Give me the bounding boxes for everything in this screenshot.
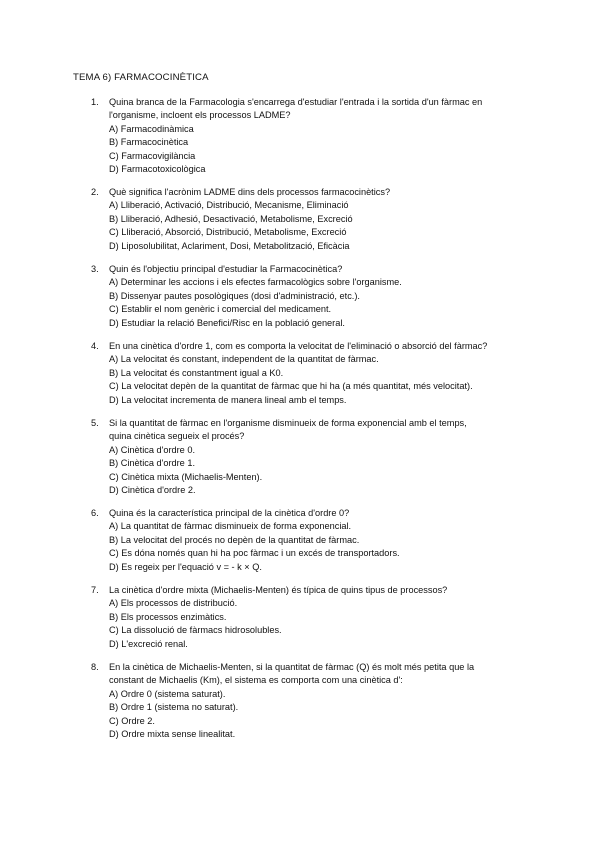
- option-a: A) Farmacodinàmica: [109, 123, 194, 134]
- option-c: C) Ordre 2.: [109, 715, 155, 726]
- option-d: D) La velocitat incrementa de manera lineal amb el temps.: [109, 394, 347, 405]
- question-text-line: La cinètica d'ordre mixta (Michaelis-Menten) és típica de quins tipus de processos?: [109, 585, 448, 595]
- question-text-line: En la cinètica de Michaelis-Menten, si la quantitat de fàrmac (Q) és molt més petita que la: [109, 662, 475, 672]
- option-a: A) Ordre 0 (sistema saturat).: [109, 688, 226, 699]
- option-c: C) La dissolució de fàrmacs hidrosolubles.: [109, 625, 282, 636]
- question-5: [91, 417, 531, 497]
- option-a: A) La velocitat és constant, independent de la quantitat de fàrmac.: [109, 354, 379, 365]
- option-b: B) Els processos enzimàtics.: [109, 611, 227, 622]
- option-a: A) Cinètica d'ordre 0.: [109, 444, 196, 455]
- option-a: A) La quantitat de fàrmac disminueix de forma exponencial.: [109, 521, 352, 532]
- question-6: [91, 507, 531, 574]
- question-text-line: Quina branca de la Farmacologia s'encarrega d'estudiar l'entrada i la sortida d'un fàrmac en: [109, 97, 483, 107]
- option-c: C) Es dóna només quan hi ha poc fàrmac i un excés de transportadors.: [109, 548, 400, 559]
- question-1: [91, 96, 531, 176]
- option-b: B) La velocitat és constantment igual a K0.: [109, 367, 284, 378]
- question-2: [91, 186, 531, 253]
- option-b: B) Dissenyar pautes posològiques (dosi d'administració, etc.).: [109, 290, 360, 301]
- option-b: B) Ordre 1 (sistema no saturat).: [109, 702, 239, 713]
- question-text-line: En una cinètica d'ordre 1, com es comporta la velocitat de l'eliminació o absorció del fàrmac?: [109, 341, 488, 351]
- option-c: C) Farmacovigilància: [109, 150, 196, 161]
- question-text-line: Quin és l'objectiu principal d'estudiar la Farmacocinètica?: [109, 264, 343, 274]
- option-b: B) Farmacocinètica: [109, 137, 189, 148]
- option-a: A) Lliberació, Activació, Distribució, Mecanisme, Eliminació: [109, 200, 349, 211]
- option-d: D) Estudiar la relació Benefici/Risc en la població general.: [109, 317, 345, 328]
- question-8: [91, 661, 531, 741]
- option-a: A) Determinar les accions i els efectes farmacològics sobre l'organisme.: [109, 277, 402, 288]
- option-d: D) Cinètica d'ordre 2.: [109, 485, 196, 496]
- option-c: C) La velocitat depèn de la quantitat de fàrmac que hi ha (a més quantitat, més velocitat).: [109, 381, 473, 392]
- question-number: 5.: [91, 418, 99, 428]
- question-number: 2.: [91, 187, 99, 197]
- option-b: B) Lliberació, Adhesió, Desactivació, Metabolisme, Excreció: [109, 213, 353, 224]
- question-text-line: quina cinètica segueix el procés?: [109, 431, 245, 442]
- question-number: 3.: [91, 264, 99, 274]
- question-4: [91, 340, 531, 407]
- question-3: [91, 263, 531, 330]
- option-d: D) Farmacotoxicològica: [109, 164, 206, 175]
- question-number: 4.: [91, 341, 99, 351]
- option-d: D) Es regeix per l'equació v = - k × Q.: [109, 561, 262, 572]
- question-7: [91, 584, 531, 651]
- question-number: 1.: [91, 97, 99, 107]
- question-text-line: l'organisme, incloent els processos LADME?: [109, 110, 291, 121]
- question-number: 6.: [91, 508, 99, 518]
- question-number: 7.: [91, 585, 99, 595]
- page-title: TEMA 6) FARMACOCINÈTICA: [73, 72, 209, 83]
- option-d: D) L'excreció renal.: [109, 638, 188, 649]
- option-c: C) Establir el nom genèric i comercial del medicament.: [109, 304, 332, 315]
- question-number: 8.: [91, 662, 99, 672]
- option-a: A) Els processos de distribució.: [109, 598, 238, 609]
- option-b: B) La velocitat del procés no depèn de la quantitat de fàrmac.: [109, 534, 360, 545]
- option-d: D) Ordre mixta sense linealitat.: [109, 729, 236, 740]
- option-c: C) Lliberació, Absorció, Distribució, Metabolisme, Excreció: [109, 227, 347, 238]
- question-text-line: Quina és la característica principal de la cinètica d'ordre 0?: [109, 508, 350, 518]
- option-b: B) Cinètica d'ordre 1.: [109, 458, 196, 469]
- question-text-line: Què significa l'acrònim LADME dins dels processos farmacocinètics?: [109, 187, 391, 197]
- question-text-line: constant de Michaelis (Km), el sistema es comporta com una cinètica d':: [109, 675, 403, 686]
- question-text-line: Si la quantitat de fàrmac en l'organisme disminueix de forma exponencial amb el temps,: [109, 418, 467, 428]
- option-c: C) Cinètica mixta (Michaelis-Menten).: [109, 471, 263, 482]
- option-d: D) Liposolubilitat, Aclariment, Dosi, Metabolització, Eficàcia: [109, 240, 350, 251]
